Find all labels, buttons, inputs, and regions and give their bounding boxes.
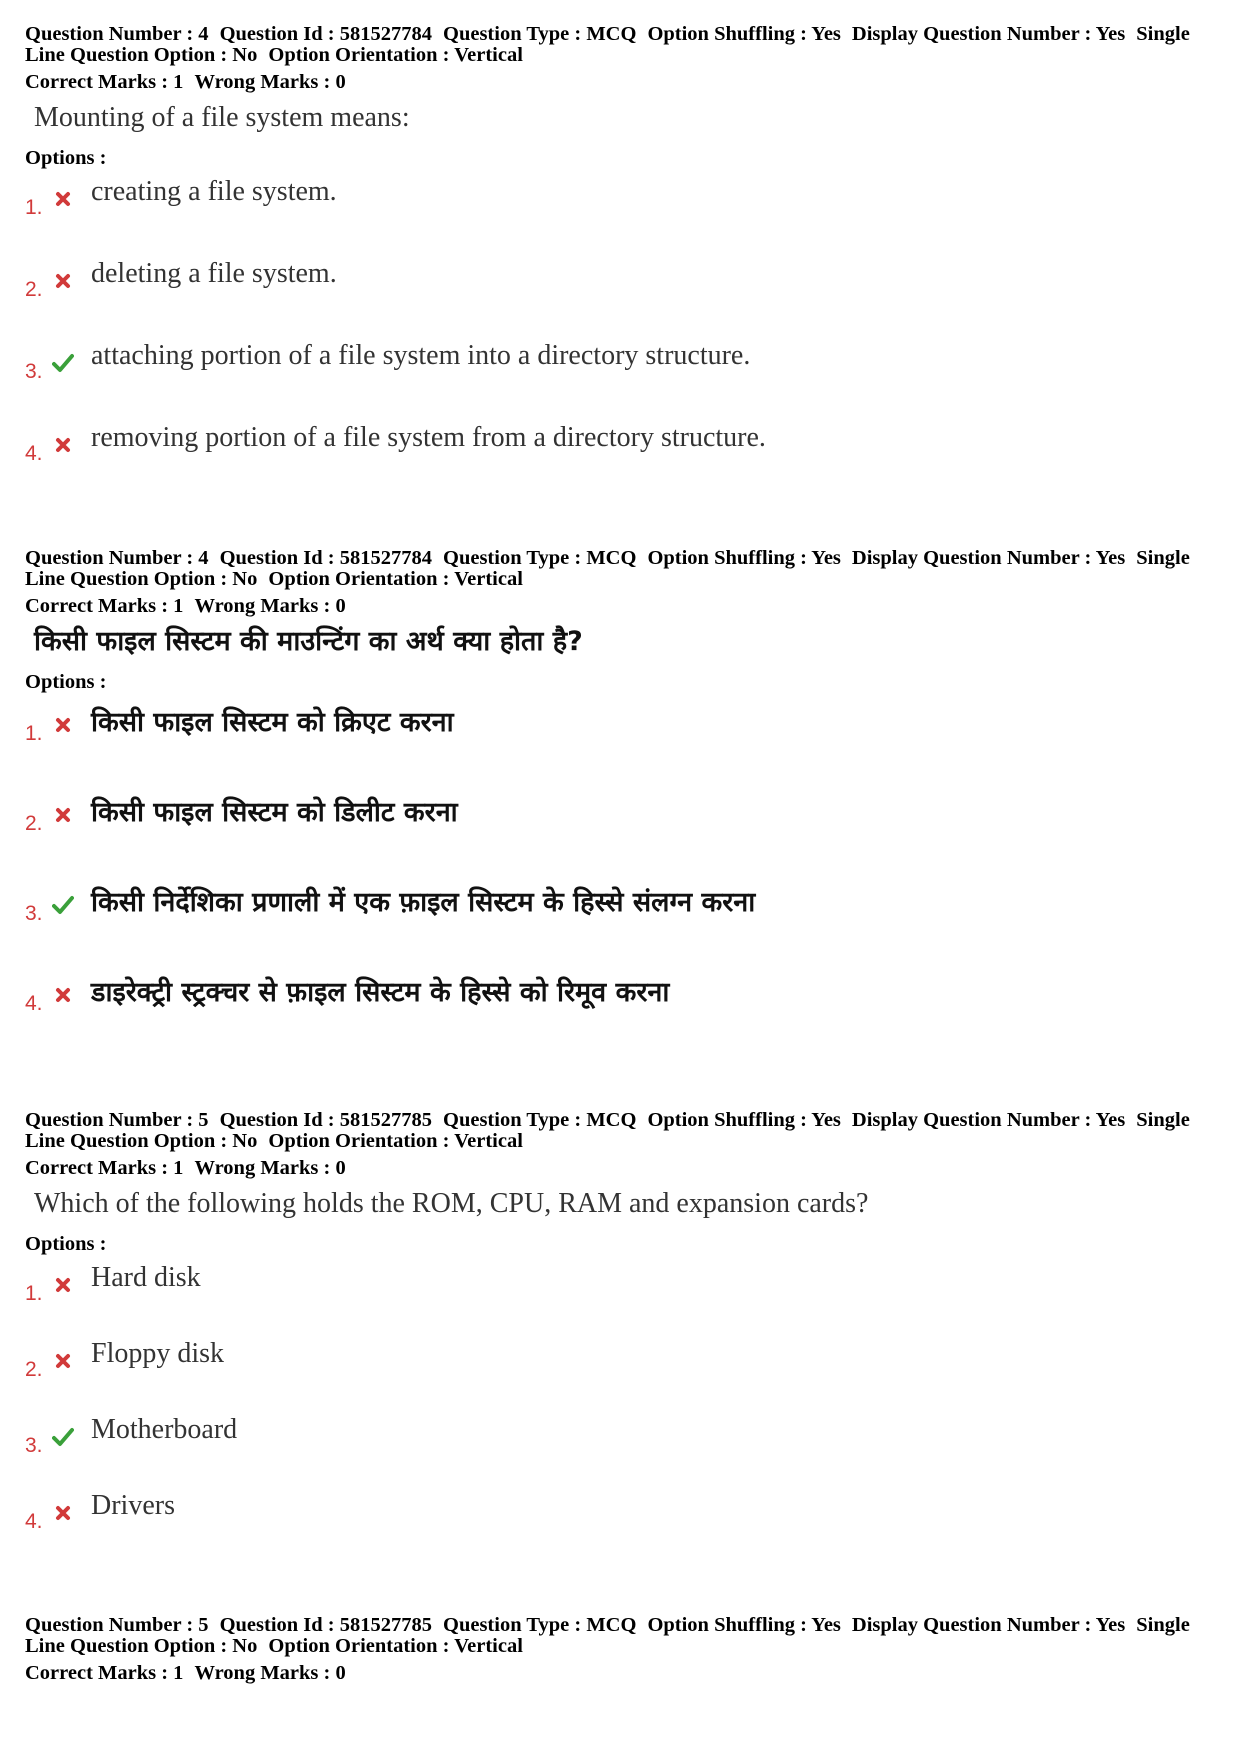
option-4	[25, 1490, 1215, 1566]
question-number: Question Number : 5	[25, 1614, 209, 1636]
option-4	[25, 422, 1215, 504]
option-orientation: Option Orientation : Vertical	[268, 44, 523, 66]
option-3	[25, 340, 1215, 422]
option-number: 2.	[25, 278, 43, 301]
question-text: किसी फाइल सिस्टम की माउन्टिंग का अर्थ क्या होता है?	[34, 626, 583, 657]
question-meta	[25, 1615, 1215, 1657]
wrong-cross-icon	[52, 434, 74, 456]
option-number: 4.	[25, 992, 43, 1015]
option-text: Hard disk	[91, 1262, 201, 1293]
option-number: 1.	[25, 722, 43, 745]
option-number: 3.	[25, 902, 43, 925]
option-number: 1.	[25, 196, 43, 219]
wrong-cross-icon	[52, 714, 74, 736]
wrong-marks: Wrong Marks : 0	[194, 1157, 346, 1179]
question-type: Question Type : MCQ	[443, 1614, 637, 1636]
correct-marks: Correct Marks : 1	[25, 1157, 184, 1179]
question-id: Question Id : 581527784	[219, 23, 432, 45]
wrong-marks: Wrong Marks : 0	[194, 595, 346, 617]
option-text: किसी फाइल सिस्टम को डिलीट करना	[91, 797, 458, 828]
display-question-number: Display Question Number : Yes	[851, 1109, 1126, 1131]
option-2	[25, 258, 1215, 340]
single-line-option: Single Line Question Option : No	[25, 1614, 1190, 1657]
option-text: Floppy disk	[91, 1338, 225, 1369]
option-text: Motherboard	[91, 1414, 238, 1445]
question-id: Question Id : 581527785	[219, 1109, 432, 1131]
correct-check-icon	[52, 352, 74, 374]
marks-line	[25, 72, 1215, 93]
marks-line	[25, 1663, 1215, 1684]
correct-marks: Correct Marks : 1	[25, 71, 184, 93]
question-block-3	[25, 1110, 1215, 1566]
question-id: Question Id : 581527784	[219, 547, 432, 569]
option-text: attaching portion of a file system into a directory structure.	[91, 340, 751, 371]
wrong-cross-icon	[52, 804, 74, 826]
option-number: 4.	[25, 1510, 43, 1533]
option-text: डाइरेक्ट्री स्ट्रक्चर से फ़ाइल सिस्टम के हिस्से को रिमूव करना	[91, 977, 670, 1008]
option-text: deleting a file system.	[91, 258, 337, 289]
option-text: किसी फाइल सिस्टम को क्रिएट करना	[91, 707, 454, 738]
single-line-option: Single Line Question Option : No	[25, 23, 1190, 66]
option-2	[25, 792, 1215, 882]
option-text: creating a file system.	[91, 176, 337, 207]
options-list	[25, 702, 1215, 1062]
wrong-cross-icon	[52, 188, 74, 210]
option-text: removing portion of a file system from a directory structure.	[91, 422, 766, 453]
question-meta	[25, 548, 1215, 590]
single-line-option: Single Line Question Option : No	[25, 1109, 1190, 1152]
options-label: Options :	[25, 671, 107, 693]
correct-marks: Correct Marks : 1	[25, 1662, 184, 1684]
option-number: 1.	[25, 1282, 43, 1305]
option-shuffling: Option Shuffling : Yes	[647, 547, 841, 569]
marks-line	[25, 596, 1215, 617]
wrong-marks: Wrong Marks : 0	[194, 1662, 346, 1684]
wrong-cross-icon	[52, 1274, 74, 1296]
display-question-number: Display Question Number : Yes	[851, 23, 1126, 45]
option-number: 2.	[25, 812, 43, 835]
question-block-2	[25, 548, 1215, 1062]
display-question-number: Display Question Number : Yes	[851, 1614, 1126, 1636]
question-type: Question Type : MCQ	[443, 23, 637, 45]
option-shuffling: Option Shuffling : Yes	[647, 1109, 841, 1131]
question-number: Question Number : 4	[25, 547, 209, 569]
option-orientation: Option Orientation : Vertical	[268, 1635, 523, 1657]
correct-check-icon	[52, 1426, 74, 1448]
wrong-cross-icon	[52, 1502, 74, 1524]
option-3	[25, 1414, 1215, 1490]
options-label: Options :	[25, 1233, 107, 1255]
option-number: 4.	[25, 442, 43, 465]
wrong-cross-icon	[52, 984, 74, 1006]
option-shuffling: Option Shuffling : Yes	[647, 23, 841, 45]
question-text: Mounting of a file system means:	[34, 102, 410, 133]
question-meta	[25, 24, 1215, 66]
question-meta	[25, 1110, 1215, 1152]
question-id: Question Id : 581527785	[219, 1614, 432, 1636]
option-orientation: Option Orientation : Vertical	[268, 568, 523, 590]
question-block-1	[25, 24, 1215, 504]
options-list	[25, 176, 1215, 504]
options-list	[25, 1262, 1215, 1566]
option-number: 3.	[25, 1434, 43, 1457]
option-1	[25, 702, 1215, 792]
correct-marks: Correct Marks : 1	[25, 595, 184, 617]
option-shuffling: Option Shuffling : Yes	[647, 1614, 841, 1636]
question-text: Which of the following holds the ROM, CPU, RAM and expansion cards?	[34, 1188, 869, 1219]
wrong-cross-icon	[52, 270, 74, 292]
option-4	[25, 972, 1215, 1062]
option-number: 2.	[25, 1358, 43, 1381]
correct-check-icon	[52, 894, 74, 916]
wrong-cross-icon	[52, 1350, 74, 1372]
question-number: Question Number : 5	[25, 1109, 209, 1131]
marks-line	[25, 1158, 1215, 1179]
wrong-marks: Wrong Marks : 0	[194, 71, 346, 93]
question-block-4	[25, 1615, 1215, 1684]
option-1	[25, 176, 1215, 258]
option-2	[25, 1338, 1215, 1414]
question-type: Question Type : MCQ	[443, 1109, 637, 1131]
options-label: Options :	[25, 147, 107, 169]
option-orientation: Option Orientation : Vertical	[268, 1130, 523, 1152]
option-1	[25, 1262, 1215, 1338]
option-text: Drivers	[91, 1490, 175, 1521]
option-number: 3.	[25, 360, 43, 383]
display-question-number: Display Question Number : Yes	[851, 547, 1126, 569]
option-text: किसी निर्देशिका प्रणाली में एक फ़ाइल सिस्टम के हिस्से संलग्न करना	[91, 887, 756, 918]
question-number: Question Number : 4	[25, 23, 209, 45]
single-line-option: Single Line Question Option : No	[25, 547, 1190, 590]
question-type: Question Type : MCQ	[443, 547, 637, 569]
option-3	[25, 882, 1215, 972]
